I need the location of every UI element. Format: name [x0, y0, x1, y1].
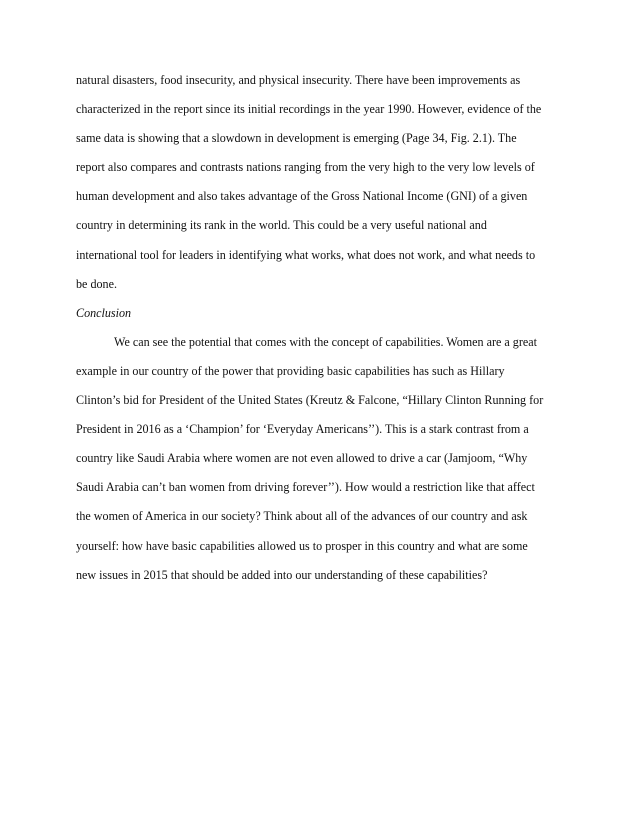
text-line: We can see the potential that comes with the concept of capabilities. Women are a great — [114, 334, 537, 349]
text-line: report also compares and contrasts nations ranging from the very high to the very low levels of — [76, 160, 535, 175]
text-line: human development and also takes advantage of the Gross National Income (GNI) of a given — [76, 189, 528, 204]
text-line: example in our country of the power that providing basic capabilities has such as Hillary — [76, 363, 505, 378]
text-line: the women of America in our society? Think about all of the advances of our country and ask — [76, 509, 528, 524]
paragraph-conclusion — [76, 328, 562, 590]
text-line: Clinton’s bid for President of the United States (Kreutz & Falcone, “Hillary Clinton Running for — [76, 393, 544, 408]
text-line: natural disasters, food insecurity, and physical insecurity. There have been improvements as — [76, 73, 521, 87]
text-line: country in determining its rank in the world. This could be a very useful national and — [76, 218, 487, 233]
text-line: same data is showing that a slowdown in development is emerging (Page 34, Fig. 2.1). The — [76, 131, 517, 146]
text-line: new issues in 2015 that should be added into our understanding of these capabilities? — [76, 567, 488, 582]
text-line: characterized in the report since its initial recordings in the year 1990. However, evidence of the — [76, 102, 542, 117]
text-line: international tool for leaders in identifying what works, what does not work, and what needs to — [76, 247, 536, 262]
document-body — [76, 66, 562, 590]
paragraph-development-report — [76, 66, 562, 299]
text-line: yourself: how have basic capabilities allowed us to prosper in this country and what are some — [76, 538, 528, 553]
text-line: be done. — [76, 276, 117, 291]
text-line: Saudi Arabia can’t ban women from driving forever’’). How would a restriction like that affect — [76, 480, 535, 495]
conclusion-heading: Conclusion — [76, 305, 132, 320]
text-line: President in 2016 as a ‘Champion’ for ‘Everyday Americans’’). This is a stark contrast from a — [76, 422, 529, 437]
text-line: country like Saudi Arabia where women are not even allowed to drive a car (Jamjoom, “Why — [76, 451, 528, 466]
